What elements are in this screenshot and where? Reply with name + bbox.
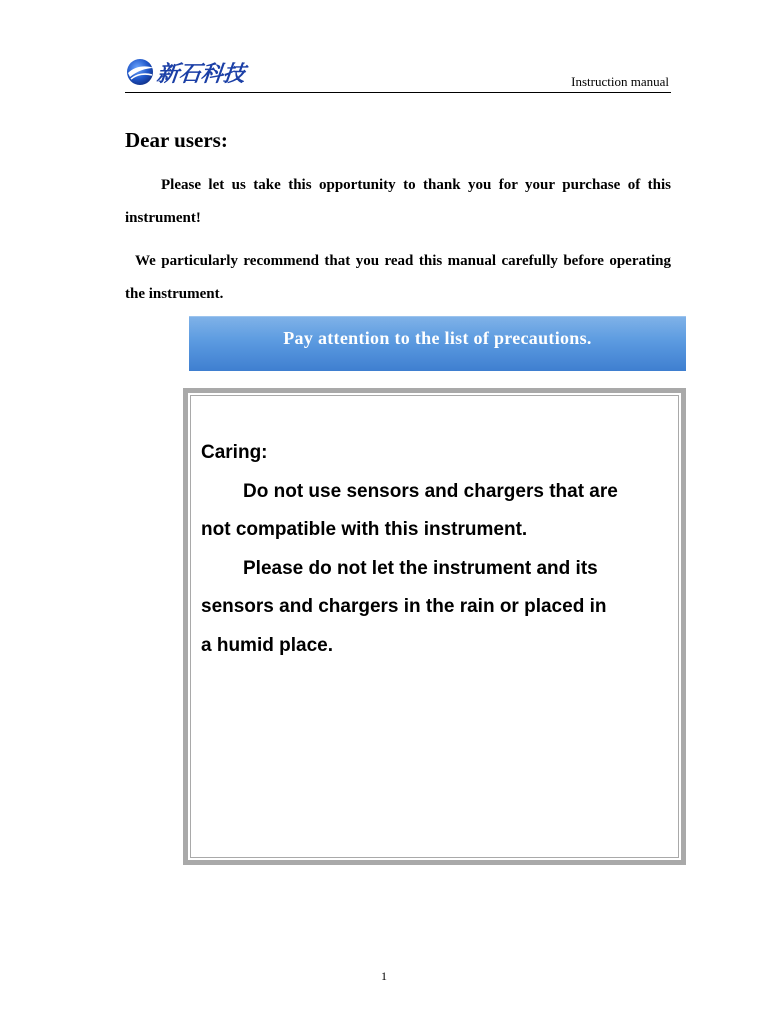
logo-text: 新石科技	[155, 61, 247, 87]
recommendation-paragraph: We particularly recommend that you read this manual carefully before operating the instrument.	[125, 253, 671, 302]
precautions-banner	[189, 316, 686, 371]
document-type-label: Instruction manual	[571, 74, 669, 89]
caution-item-2: Please do not let the instrument and its sensors and chargers in the rain or placed in a humid place.	[201, 557, 607, 656]
page-header	[125, 52, 671, 93]
caution-inner-frame	[190, 395, 679, 858]
globe-logo-icon	[125, 57, 155, 87]
thank-you-paragraph: Please let us take this opportunity to thank you for your purchase of this instrument!	[125, 177, 671, 226]
caution-title: Caring:	[201, 442, 268, 463]
company-logo	[125, 56, 245, 88]
caution-content	[201, 434, 621, 665]
page-number: 1	[381, 969, 387, 983]
caution-box	[183, 388, 686, 865]
caution-item-1: Do not use sensors and chargers that are not compatible with this instrument.	[201, 480, 618, 540]
greeting-heading: Dear users:	[125, 128, 228, 152]
banner-text: Pay attention to the list of precautions.	[283, 327, 592, 348]
